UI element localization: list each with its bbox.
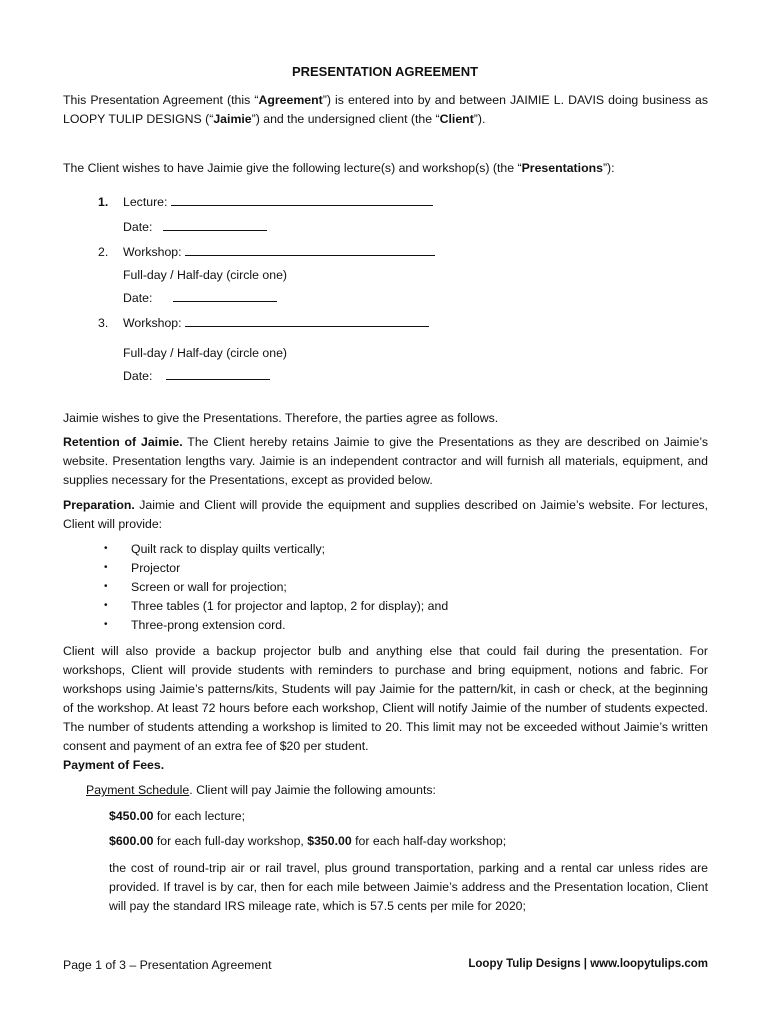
agree-line: Jaimie wishes to give the Presentations. Therefore, the parties agree as follows. (63, 411, 499, 425)
retention-heading: Retention of Jaimie. (63, 435, 183, 449)
date-label-2: Date: (123, 291, 153, 305)
client-also-paragraph: Client will also provide a backup projector bulb and anything else that could fail during the presentation. For workshops, Client will provide students with reminders to purchase and bring equipment, notions and fabric. For workshops using Jaimie’s patterns/kits, Students will pay Jaimie for the pattern/kit, in cash or check, at the beginning of the workshop. At least 72 hours before each workshop, Client will notify Jaimie of the number of students expected. The number of students attending a workshop is limited to 20. This limit may not be exceeded without Jaimie’s written consent and payment of an extra fee of $20 per student. (63, 644, 708, 753)
date-line-3 (123, 369, 270, 383)
bullet-item: Three tables (1 for projector and laptop, 2 for display); and (131, 599, 449, 613)
lecture-blank[interactable] (171, 195, 433, 206)
item-number-2: 2. (98, 245, 109, 259)
workshop-line-2 (123, 316, 429, 330)
intro-bold-agreement: Agreement (258, 93, 323, 107)
presentations-bold: Presentations (521, 161, 603, 175)
retention-paragraph (63, 433, 708, 490)
bullet-item: Screen or wall for projection; (131, 580, 287, 594)
workshop-line-1 (123, 245, 435, 259)
presentations-intro (63, 161, 708, 175)
preparation-heading: Preparation. (63, 498, 135, 512)
lecture-fee-text: for each lecture; (153, 809, 246, 823)
preparation-text: Jaimie and Client will provide the equipment and supplies described on Jaimie’s website. For lectures, Client will provide: (63, 498, 708, 531)
bullet-icon: • (104, 543, 108, 554)
date-label-3: Date: (123, 369, 153, 383)
intro-text-2: ”) is entered into by and between JAIMIE L. DAVIS doing business as LOOPY TULIP DESIGNS (“ (63, 93, 708, 126)
presentations-text-2: ”): (602, 161, 615, 175)
lecture-fee-line (109, 809, 245, 823)
intro-bold-client: Client (439, 112, 474, 126)
full-day-fee-text: for each full-day workshop, (153, 834, 308, 848)
workshop-blank-2[interactable] (185, 316, 429, 327)
date-label-1: Date: (123, 220, 153, 234)
bullet-icon: • (104, 581, 108, 592)
travel-cost-paragraph: the cost of round-trip air or rail travel, plus ground transportation, parking and a rental car unless rides are provided. If travel is by car, then for each mile between Jaimie’s address and the Presentation location, Client will pay the standard IRS mileage rate, which is 57.5 cents per mile for 2020; (109, 861, 708, 913)
item-number-3: 3. (98, 316, 109, 330)
bullet-icon: • (104, 562, 108, 573)
preparation-paragraph (63, 496, 708, 534)
half-day-fee-amount: $350.00 (307, 834, 352, 848)
footer-page-number: Page 1 of 3 – Presentation Agreement (63, 958, 272, 972)
workshop-label-1: Workshop: (123, 245, 182, 259)
payment-heading: Payment of Fees. (63, 758, 165, 772)
half-day-fee-text: for each half-day workshop; (351, 834, 507, 848)
date-blank-3[interactable] (166, 369, 270, 380)
presentations-text-1: The Client wishes to have Jaimie give the following lecture(s) and workshop(s) (the “ (63, 161, 522, 175)
payment-schedule-label: Payment Schedule (86, 783, 190, 797)
payment-schedule-text: . Client will pay Jaimie the following amounts: (189, 783, 436, 797)
retention-text: The Client hereby retains Jaimie to give the Presentations as they are described on Jaimie’s website. Presentation lengths vary. Jaimie is an independent contractor and will furnish all materials, equipment, and supplies necessary for the Presentations, except as provided below. (63, 435, 708, 487)
date-line-2 (123, 291, 277, 305)
workshop-blank-1[interactable] (185, 245, 435, 256)
fullhalf-line-2: Full-day / Half-day (circle one) (123, 346, 288, 360)
workshop-label-2: Workshop: (123, 316, 182, 330)
item-number-1: 1. (98, 195, 109, 209)
workshop-fee-line (109, 834, 506, 848)
bullet-item: Projector (131, 561, 181, 575)
date-line-1 (123, 220, 267, 234)
payment-schedule-line (86, 783, 436, 797)
intro-paragraph (63, 91, 708, 129)
lecture-label: Lecture: (123, 195, 168, 209)
bullet-icon: • (104, 600, 108, 611)
bullet-item: Quilt rack to display quilts vertically; (131, 542, 326, 556)
document-title: PRESENTATION AGREEMENT (291, 64, 479, 79)
bullet-icon: • (104, 619, 108, 630)
intro-text-3: ”) and the undersigned client (the “ (251, 112, 440, 126)
fullhalf-line-1: Full-day / Half-day (circle one) (123, 268, 288, 282)
intro-text-4: ”). (473, 112, 486, 126)
lecture-fee-amount: $450.00 (109, 809, 154, 823)
full-day-fee-amount: $600.00 (109, 834, 154, 848)
lecture-line (123, 195, 433, 209)
date-blank-1[interactable] (163, 220, 267, 231)
intro-bold-jaimie: Jaimie (213, 112, 252, 126)
date-blank-2[interactable] (173, 291, 277, 302)
footer-company: Loopy Tulip Designs | www.loopytulips.com (468, 958, 708, 970)
bullet-item: Three-prong extension cord. (131, 618, 286, 632)
intro-text-1: This Presentation Agreement (this “ (63, 93, 259, 107)
